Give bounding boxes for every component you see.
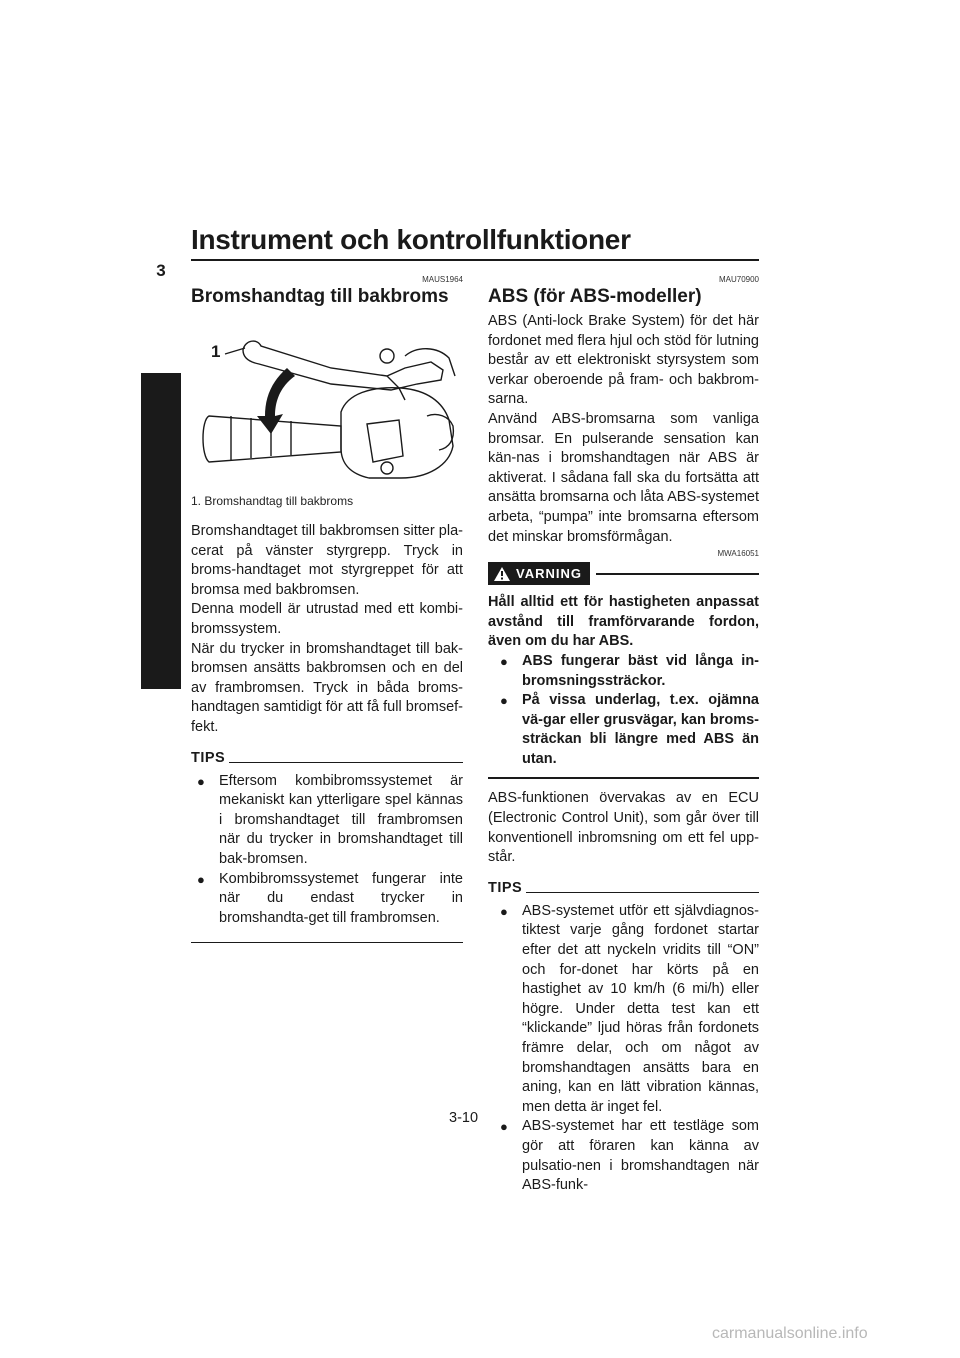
paragraph: Bromshandtaget till bakbromsen sitter pla-cerat på vänster styrgrepp. Tryck in broms-handtaget mot styrgreppet för att bromsa med bakbromsen. bbox=[191, 523, 463, 598]
page-title: Instrument och kontrollfunktioner bbox=[191, 224, 631, 255]
paragraph: När du trycker in bromshandtaget till bak-bromsen ansätts bakbromsen och en del av frambromsen. Tryck in båda broms-handtagen samtidigt för att få full bromsef-fekt. bbox=[191, 640, 463, 735]
tips-end-rule bbox=[191, 942, 463, 943]
list-item: ● Eftersom kombibromssystemet är mekaniskt kan ytterligare spel kännas i bromshandtaget till frambromsen när du trycker in bromshandtaget till bak-bromsen. bbox=[191, 772, 463, 870]
watermark: carmanualsonline.info bbox=[712, 1325, 868, 1342]
chapter-number: 3 bbox=[156, 261, 166, 280]
paragraph: Denna modell är utrustad med ett kombi-bromssystem. bbox=[191, 601, 463, 637]
figure-brake-lever bbox=[191, 316, 463, 486]
tips-list bbox=[494, 902, 759, 1196]
warning-list bbox=[494, 652, 759, 770]
list-item: ● På vissa underlag, t.ex. ojämna vä-gar eller grusvägar, kan broms-sträckan bli längre med ABS än utan. bbox=[494, 691, 759, 769]
section-heading: Bromshandtag till bakbroms bbox=[191, 286, 449, 307]
body-text bbox=[488, 312, 759, 547]
list-item: ● Kombibromssystemet fungerar inte när du endast trycker in bromshandta-get till frambromsen. bbox=[191, 870, 463, 929]
warning-code: MWA16051 bbox=[717, 549, 759, 559]
list-item: ● ABS-systemet har ett testläge som gör att föraren kan känna av pulsatio-nen i bromshandtagen när ABS-funk- bbox=[494, 1117, 759, 1195]
warning-triangle-icon bbox=[494, 567, 510, 581]
after-warning-text: ABS-funktionen övervakas av en ECU (Electronic Control Unit), som går över till konventionell inbromsning om ett fel upp-står. bbox=[488, 790, 759, 866]
left-column bbox=[191, 275, 463, 943]
warning-end-rule bbox=[488, 777, 759, 779]
figure-callout-number: 1 bbox=[211, 342, 221, 361]
warning-badge bbox=[488, 562, 590, 585]
paragraph: ABS (Anti-lock Brake System) för det här fordonet med flera hjul och stöd för lutning består av ett elektroniskt styrsystem som verkar oberoende på fram- och bakbrom-sarna. bbox=[488, 313, 759, 408]
warning-heading bbox=[488, 562, 759, 585]
warning-text: Håll alltid ett för hastigheten anpassat avstånd till framförvarande fordon, även om du har ABS. bbox=[488, 594, 759, 650]
tips-list bbox=[191, 772, 463, 929]
list-item: ● ABS fungerar bäst vid långa in-bromsningssträckor. bbox=[494, 652, 759, 691]
chapter-tab bbox=[141, 261, 181, 689]
page-number: 3-10 bbox=[449, 1110, 479, 1126]
brake-lever-illustration bbox=[191, 316, 463, 486]
paragraph: Använd ABS-bromsarna som vanliga bromsar. En pulserande sensation kan kän-nas i bromshandtagen när ABS är aktiverat. I sådana fall ska du fortsätta att ansätta bromsarna och låta ABS-systemet arbeta, “pumpa” inte bromsarna eftersom det minskar bromsförmågan. bbox=[488, 410, 759, 545]
header-rule bbox=[191, 259, 759, 261]
body-text bbox=[191, 522, 463, 738]
tips-label: TIPS bbox=[191, 749, 226, 766]
section-heading: ABS (för ABS-modeller) bbox=[488, 286, 702, 307]
section-code: MAU70900 bbox=[718, 275, 759, 284]
tips-heading bbox=[488, 880, 759, 896]
warning-label: VARNING bbox=[516, 566, 582, 582]
figure-caption: 1. Bromshandtag till bakbroms bbox=[191, 494, 354, 508]
right-column bbox=[488, 275, 759, 1196]
tips-heading bbox=[191, 750, 463, 766]
list-item: ● ABS-systemet utför ett självdiagnos-tiktest varje gång fordonet startar efter det att nyckeln vridits till “ON” och for-donet har körts på en hastighet av 10 km/h (6 mi/h) eller högre. Under detta test kan ett “klickande” ljud höras från fordonets främre delar, och om något av bromshandtagen ansätts bara en aning, kan en lätt vibration kännas, men detta är inget fel. bbox=[494, 902, 759, 1118]
section-code: MAUS1964 bbox=[422, 275, 463, 284]
tips-label: TIPS bbox=[488, 879, 523, 896]
